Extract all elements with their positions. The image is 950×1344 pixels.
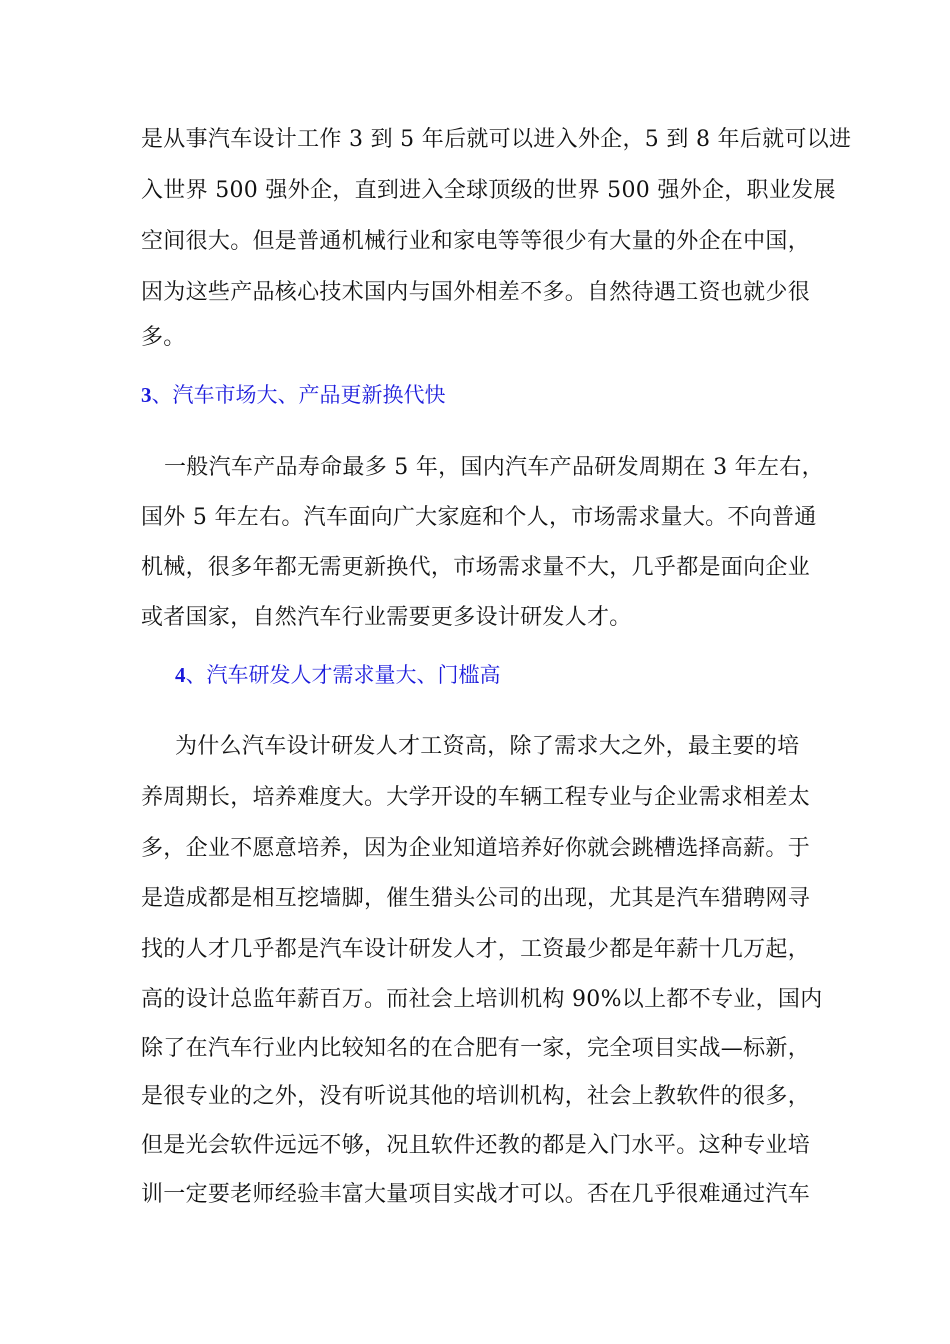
paragraph-line: 多，企业不愿意培养，因为企业知道培养好你就会跳槽选择高薪。于 [141, 836, 811, 861]
paragraph-line: 养周期长，培养难度大。大学开设的车辆工程专业与企业需求相差太 [141, 785, 811, 810]
paragraph-line: 除了在汽车行业内比较知名的在合肥有一家，完全项目实战—标新， [141, 1036, 811, 1061]
paragraph-line: 是造成都是相互挖墙脚，催生猎头公司的出现，尤其是汽车猎聘网寻 [141, 886, 811, 911]
paragraph-line: 因为这些产品核心技术国内与国外相差不多。自然待遇工资也就少很 [141, 280, 811, 305]
paragraph-line: 一般汽车产品寿命最多 5 年，国内汽车产品研发周期在 3 年左右， [164, 455, 824, 480]
heading-text: 、汽车研发人才需求量大、门槛高 [185, 663, 501, 687]
paragraph-line: 多。 [141, 325, 186, 350]
paragraph-line: 是很专业的之外，没有听说其他的培训机构，社会上教软件的很多， [141, 1084, 811, 1109]
heading-number: 3 [141, 383, 152, 407]
paragraph-line: 高的设计总监年薪百万。而社会上培训机构 90%以上都不专业，国内 [141, 987, 823, 1012]
heading-number: 4 [175, 663, 186, 687]
paragraph-line: 为什么汽车设计研发人才工资高，除了需求大之外，最主要的培 [175, 734, 800, 759]
paragraph-line: 训一定要老师经验丰富大量项目实战才可以。否在几乎很难通过汽车 [141, 1182, 811, 1207]
paragraph-line: 是从事汽车设计工作 3 到 5 年后就可以进入外企，5 到 8 年后就可以进 [141, 127, 852, 152]
paragraph-line: 空间很大。但是普通机械行业和家电等等很少有大量的外企在中国， [141, 229, 811, 254]
section-heading-3 [141, 380, 446, 410]
paragraph-line: 入世界 500 强外企，直到进入全球顶级的世界 500 强外企，职业发展 [141, 178, 836, 203]
paragraph-line: 机械，很多年都无需更新换代，市场需求量不大，几乎都是面向企业 [141, 555, 811, 580]
heading-text: 、汽车市场大、产品更新换代快 [151, 383, 446, 407]
paragraph-line: 但是光会软件远远不够，况且软件还教的都是入门水平。这种专业培 [141, 1133, 811, 1158]
paragraph-line: 或者国家，自然汽车行业需要更多设计研发人才。 [141, 605, 632, 630]
section-heading-4 [175, 660, 501, 690]
paragraph-line: 找的人才几乎都是汽车设计研发人才，工资最少都是年薪十几万起， [141, 937, 811, 962]
paragraph-line: 国外 5 年左右。汽车面向广大家庭和个人，市场需求量大。不向普通 [141, 505, 817, 530]
